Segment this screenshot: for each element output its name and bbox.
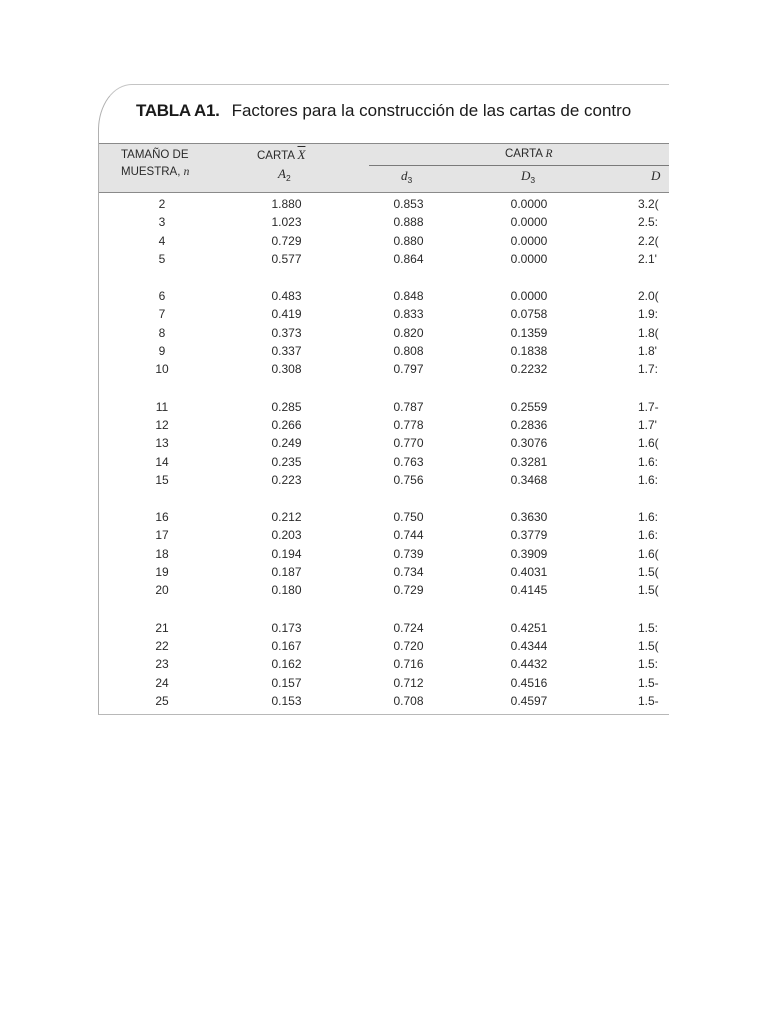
cell-D3: 0.0000	[510, 197, 548, 211]
cell-d3: 0.739	[393, 546, 424, 561]
cell-D3: 0.0000	[510, 233, 548, 248]
header-d3	[401, 168, 412, 185]
cell-a2: 0.194	[271, 546, 302, 561]
table-row	[99, 455, 669, 473]
cell-a2: 0.483	[271, 289, 302, 304]
cell-d3: 0.833	[393, 307, 424, 322]
cell-a2: 0.212	[271, 510, 302, 525]
cell-d3: 0.787	[393, 399, 424, 414]
row-group	[99, 400, 669, 491]
table-row	[99, 473, 669, 491]
cell-D4: 3.2(	[638, 197, 659, 211]
cell-D4: 1.7'	[638, 417, 657, 432]
cell-D3: 0.4145	[510, 583, 548, 598]
factors-table	[98, 84, 669, 715]
cell-D3: 0.1359	[510, 325, 548, 340]
cell-D3: 0.4516	[510, 675, 548, 690]
cell-D4: 1.6(	[638, 436, 659, 451]
table-row	[99, 583, 669, 601]
cell-a2: 0.337	[271, 344, 302, 359]
header-a2-symbol: A	[278, 166, 286, 181]
table-row	[99, 510, 669, 528]
cell-sample-size: 8	[158, 325, 166, 340]
cell-D4: 1.6:	[638, 510, 659, 525]
cell-D4: 2.2(	[638, 233, 659, 248]
cell-a2: 1.023	[271, 215, 302, 230]
cell-D3: 0.3779	[510, 528, 548, 543]
cell-d3: 0.864	[393, 251, 424, 266]
cell-D3: 0.3281	[510, 454, 548, 469]
cell-D4: 1.5-	[638, 675, 659, 690]
header-chart-x-symbol: $\overline{X}$	[297, 147, 306, 162]
header-D3-sub: 3	[530, 175, 536, 185]
cell-d3: 0.808	[393, 344, 424, 359]
table-row	[99, 436, 669, 454]
table-row	[99, 307, 669, 325]
cell-a2: 0.173	[271, 620, 302, 635]
cell-a2: 0.162	[271, 657, 302, 672]
cell-sample-size: 6	[158, 289, 166, 304]
cell-D3: 0.2836	[510, 417, 548, 432]
cell-D4: 2.5:	[638, 215, 659, 230]
cell-D4: 1.5(	[638, 638, 659, 653]
cell-a2: 0.167	[271, 638, 302, 653]
cell-sample-size: 15	[155, 472, 169, 487]
row-group	[99, 621, 669, 712]
table-row	[99, 289, 669, 307]
header-d3-sub: 3	[407, 175, 413, 185]
cell-sample-size: 18	[155, 546, 169, 561]
header-chart-x	[257, 147, 305, 163]
cell-d3: 0.797	[393, 362, 424, 377]
cell-D4: 2.1'	[638, 251, 657, 266]
table-body	[99, 197, 669, 715]
cell-d3: 0.708	[393, 693, 424, 708]
header-D4	[651, 168, 660, 184]
table-row	[99, 639, 669, 657]
cell-a2: 0.285	[271, 399, 302, 414]
cell-a2: 0.223	[271, 472, 302, 487]
cell-D4: 1.6:	[638, 528, 659, 543]
table-row	[99, 326, 669, 344]
cell-D4: 1.9:	[638, 307, 659, 322]
table-row	[99, 252, 669, 270]
cell-sample-size: 4	[158, 233, 166, 248]
table-row	[99, 418, 669, 436]
table-number: TABLA A1.	[136, 101, 220, 120]
cell-D3: 0.0000	[510, 289, 548, 304]
cell-d3: 0.734	[393, 565, 424, 580]
cell-D3: 0.4597	[510, 693, 548, 708]
table-row	[99, 400, 669, 418]
header-sample-size-line1: TAMAÑO DE	[121, 149, 189, 161]
cell-D4: 1.5(	[638, 583, 659, 598]
cell-a2: 0.249	[271, 436, 302, 451]
header-sample-size-line2	[121, 166, 189, 178]
cell-a2: 0.373	[271, 325, 302, 340]
cell-d3: 0.716	[393, 657, 424, 672]
row-group	[99, 510, 669, 601]
cell-sample-size: 13	[155, 436, 169, 451]
row-group	[99, 289, 669, 380]
table-row	[99, 547, 669, 565]
cell-d3: 0.744	[393, 528, 424, 543]
cell-sample-size: 24	[155, 675, 169, 690]
cell-D3: 0.1838	[510, 344, 548, 359]
table-row	[99, 197, 669, 215]
cell-sample-size: 17	[155, 528, 169, 543]
cell-sample-size: 21	[155, 620, 169, 635]
header-d3-symbol: d	[401, 168, 408, 183]
cell-sample-size: 14	[155, 454, 169, 469]
table-row	[99, 344, 669, 362]
cell-D4: 2.0(	[638, 289, 659, 304]
table-row	[99, 362, 669, 380]
table-row	[99, 215, 669, 233]
cell-d3: 0.763	[393, 454, 424, 469]
cell-D4: 1.8'	[638, 344, 657, 359]
cell-d3: 0.750	[393, 510, 424, 525]
header-D4-symbol: D	[651, 168, 661, 183]
cell-sample-size: 9	[158, 344, 166, 359]
table-row	[99, 565, 669, 583]
table-header	[99, 143, 669, 193]
cell-a2: 0.187	[271, 565, 302, 580]
cell-D4: 1.5(	[638, 565, 659, 580]
cell-D4: 1.6:	[638, 472, 659, 487]
cell-a2: 0.308	[271, 362, 302, 377]
cell-D4: 1.8(	[638, 325, 659, 340]
header-D3-symbol: D	[521, 168, 531, 183]
cell-D3: 0.4432	[510, 657, 548, 672]
cell-a2: 0.203	[271, 528, 302, 543]
cell-sample-size: 5	[158, 251, 166, 266]
table-title	[136, 101, 631, 121]
cell-a2: 0.577	[271, 251, 302, 266]
cell-sample-size: 25	[155, 693, 169, 708]
cell-sample-size: 20	[155, 583, 169, 598]
cell-a2: 1.880	[271, 197, 302, 211]
table-row	[99, 621, 669, 639]
cell-d3: 0.712	[393, 675, 424, 690]
cell-d3: 0.880	[393, 233, 424, 248]
cell-sample-size: 22	[155, 638, 169, 653]
cell-sample-size: 11	[155, 399, 169, 414]
cell-D3: 0.3468	[510, 472, 548, 487]
cell-D3: 0.4031	[510, 565, 548, 580]
cell-d3: 0.724	[393, 620, 424, 635]
cell-D3: 0.4344	[510, 638, 548, 653]
cell-D3: 0.2559	[510, 399, 548, 414]
table-row	[99, 657, 669, 675]
cell-D3: 0.0000	[510, 215, 548, 230]
table-row	[99, 694, 669, 712]
table-row	[99, 528, 669, 546]
cell-sample-size: 23	[155, 657, 169, 672]
cell-D3: 0.3909	[510, 546, 548, 561]
cell-D3: 0.4251	[510, 620, 548, 635]
cell-d3: 0.888	[393, 215, 424, 230]
cell-d3: 0.853	[393, 197, 424, 211]
cell-a2: 0.180	[271, 583, 302, 598]
cell-D4: 1.6(	[638, 546, 659, 561]
cell-a2: 0.157	[271, 675, 302, 690]
header-a2	[278, 166, 291, 183]
cell-sample-size: 2	[158, 197, 166, 211]
header-a2-sub: 2	[285, 173, 291, 183]
cell-d3: 0.729	[393, 583, 424, 598]
cell-D3: 0.0758	[510, 307, 548, 322]
table-row	[99, 676, 669, 694]
cell-D4: 1.7:	[638, 362, 659, 377]
header-sample-size-label: MUESTRA,	[121, 166, 181, 178]
cell-a2: 0.153	[271, 693, 302, 708]
cell-D3: 0.0000	[510, 251, 548, 266]
cell-D3: 0.3630	[510, 510, 548, 525]
cell-D3: 0.2232	[510, 362, 548, 377]
cell-sample-size: 19	[155, 565, 169, 580]
cell-sample-size: 16	[155, 510, 169, 525]
cell-a2: 0.729	[271, 233, 302, 248]
cell-a2: 0.419	[271, 307, 302, 322]
chart-r-group-rule	[369, 165, 669, 166]
header-chart-r	[505, 148, 553, 160]
table-caption: Factores para la construcción de las cartas de contro	[231, 101, 632, 120]
header-chart-r-symbol: R	[545, 148, 553, 160]
header-D3	[521, 168, 535, 185]
cell-a2: 0.266	[271, 417, 302, 432]
cell-d3: 0.848	[393, 289, 424, 304]
cell-d3: 0.778	[393, 417, 424, 432]
cell-D4: 1.5:	[638, 620, 659, 635]
cell-sample-size: 7	[158, 307, 166, 322]
cell-D3: 0.3076	[510, 436, 548, 451]
cell-d3: 0.770	[393, 436, 424, 451]
header-sample-size-n: n	[183, 166, 190, 178]
cell-d3: 0.720	[393, 638, 424, 653]
cell-sample-size: 3	[158, 215, 166, 230]
cell-D4: 1.5:	[638, 657, 659, 672]
cell-D4: 1.7-	[638, 399, 659, 414]
cell-D4: 1.6:	[638, 454, 659, 469]
cell-D4: 1.5-	[638, 693, 659, 708]
header-chart-r-label: CARTA	[505, 148, 543, 160]
header-chart-x-label: CARTA	[257, 150, 295, 162]
cell-d3: 0.820	[393, 325, 424, 340]
cell-sample-size: 12	[155, 417, 169, 432]
table-row	[99, 234, 669, 252]
row-group	[99, 197, 669, 270]
cell-a2: 0.235	[271, 454, 302, 469]
cell-d3: 0.756	[393, 472, 424, 487]
cell-sample-size: 10	[155, 362, 169, 377]
